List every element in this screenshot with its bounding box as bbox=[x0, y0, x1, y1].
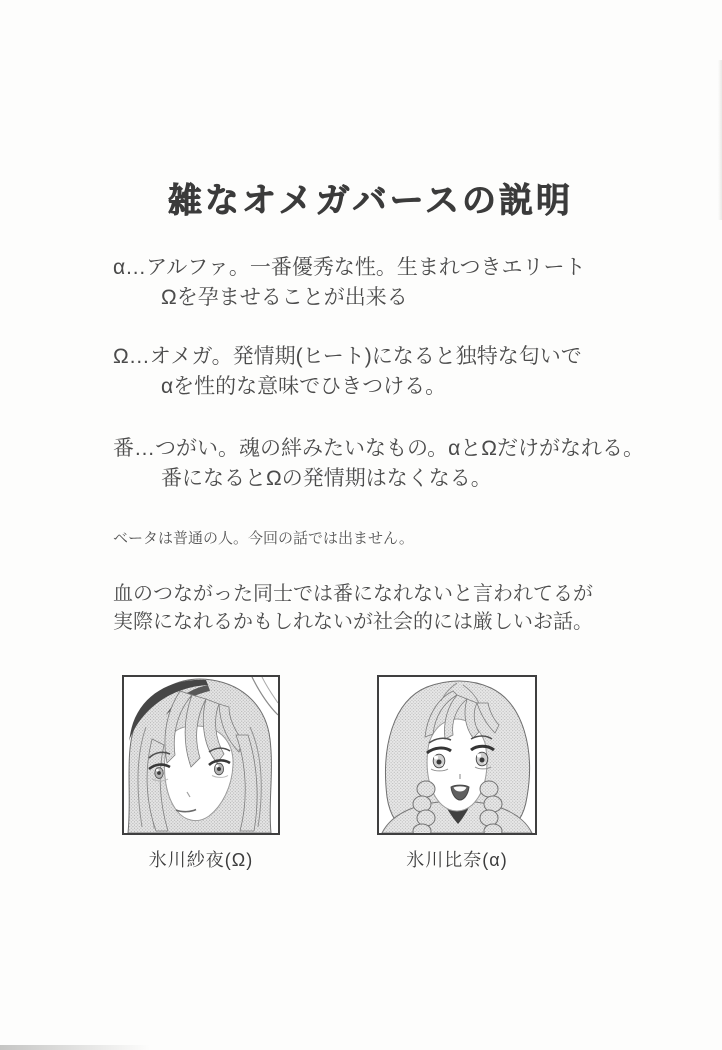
scan-smudge-artifact bbox=[0, 1045, 150, 1050]
closing-note-line-1: 血のつながった同士では番になれないと言われてるが bbox=[113, 583, 593, 605]
page-title: 雑なオメガバースの説明 bbox=[168, 181, 573, 220]
omega-definition-line-1: Ω…オメガ。発情期(ヒート)になると独特な匂いで bbox=[113, 345, 582, 368]
tsugai-definition bbox=[113, 434, 644, 494]
tsugai-definition-line-2: 番になるとΩの発情期はなくなる。 bbox=[161, 467, 492, 490]
alpha-definition-line-2: Ωを孕ませることが出来る bbox=[161, 286, 408, 309]
alpha-definition bbox=[113, 253, 585, 313]
alpha-definition-line-1: α…アルファ。一番優秀な性。生まれつきエリート bbox=[113, 256, 586, 279]
sayo-portrait-frame bbox=[122, 675, 280, 835]
sayo-portrait bbox=[124, 677, 278, 833]
scan-edge-artifact bbox=[718, 60, 722, 220]
hina-portrait bbox=[379, 677, 535, 833]
omega-definition-line-2: αを性的な意味でひきつける。 bbox=[161, 375, 447, 398]
sayo-figure bbox=[122, 675, 280, 872]
hina-caption: 氷川比奈(α) bbox=[406, 850, 508, 870]
hina-portrait-frame bbox=[377, 675, 537, 835]
hina-figure bbox=[377, 675, 537, 872]
omega-definition bbox=[113, 342, 582, 402]
closing-note bbox=[113, 580, 593, 636]
sayo-caption: 氷川紗夜(Ω) bbox=[148, 850, 254, 870]
tsugai-definition-line-1: 番…つがい。魂の絆みたいなもの。αとΩだけがなれる。 bbox=[113, 437, 644, 460]
closing-note-line-2: 実際になれるかもしれないが社会的には厳しいお話。 bbox=[113, 611, 593, 633]
beta-note: ベータは普通の人。今回の話では出ません。 bbox=[113, 530, 414, 547]
